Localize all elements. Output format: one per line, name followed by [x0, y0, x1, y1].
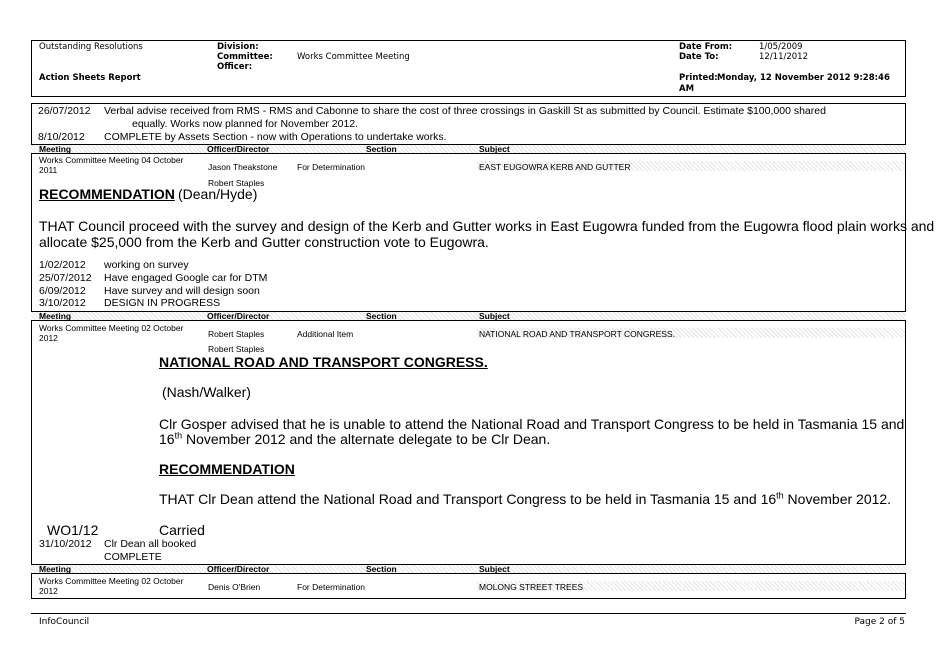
printed-label: Printed: — [679, 73, 718, 83]
recommendation-text: THAT Council proceed with the survey and design of the Kerb and Gutter works in East Eugowra funded from the Eugowra flood plain works and — [39, 218, 935, 234]
item-paragraph-cont: 16th November 2012 and the alternate delegate to be Clr Dean. — [159, 430, 551, 447]
report-title: Action Sheets Report — [39, 73, 141, 83]
note-text-cont: equally. Works now planned for November 2012. — [132, 118, 359, 130]
col-officer: Officer/Director — [207, 311, 270, 321]
printed-value-cont: AM — [679, 84, 695, 94]
note-date: 3/10/2012 — [39, 297, 86, 309]
note-text: Verbal advise received from RMS - RMS and Cabonne to share the cost of three crossings in Gaskill St as submitted by Council. Estimate $100,000 shared — [104, 105, 826, 117]
printed-value: Monday, 12 November 2012 9:28:46 — [717, 73, 890, 83]
item-subject: NATIONAL ROAD AND TRANSPORT CONGRESS. — [479, 329, 676, 339]
item-officer: Robert Staples — [208, 178, 265, 188]
item-meeting-cont: 2012 — [39, 333, 58, 343]
note-text: working on survey — [104, 259, 189, 271]
item-meeting-cont: 2011 — [39, 165, 58, 175]
item-meeting-cont: 2012 — [39, 586, 58, 596]
item-officer: Jason Theakstone — [208, 162, 278, 172]
item-heading: NATIONAL ROAD AND TRANSPORT CONGRESS. — [159, 354, 488, 370]
item-subject: MOLONG STREET TREES — [479, 582, 584, 592]
item-subject: EAST EUGOWRA KERB AND GUTTER — [479, 162, 631, 172]
committee-label: Committee: — [217, 52, 273, 62]
note-date: 1/02/2012 — [39, 259, 86, 271]
col-subject: Subject — [479, 564, 510, 574]
item-officer: Robert Staples — [208, 344, 265, 354]
note-text: Clr Dean all booked — [104, 538, 197, 550]
note-date: 8/10/2012 — [38, 131, 85, 143]
note-date: 26/07/2012 — [38, 105, 91, 117]
item-officer: Robert Staples — [208, 329, 265, 339]
col-meeting: Meeting — [39, 564, 72, 574]
item-paragraph: Clr Gosper advised that he is unable to attend the National Road and Transport Congress to be held in Tasmania 15 and — [159, 416, 905, 432]
col-officer: Officer/Director — [207, 144, 270, 154]
col-section: Section — [366, 564, 397, 574]
col-section: Section — [366, 144, 397, 154]
column-header-row — [31, 144, 906, 154]
date-to-label: Date To: — [679, 52, 719, 62]
recommendation-text-cont: allocate $25,000 from the Kerb and Gutter construction vote to Eugowra. — [39, 234, 489, 250]
date-from-label: Date From: — [679, 42, 733, 52]
recommendation-text: THAT Clr Dean attend the National Road and Transport Congress to be held in Tasmania 15 and 16th November 2012. — [159, 490, 892, 507]
committee-value: Works Committee Meeting — [297, 52, 410, 62]
col-meeting: Meeting — [39, 144, 72, 154]
note-date: 31/10/2012 — [39, 538, 92, 550]
item-meeting: Works Committee Meeting 02 October — [39, 576, 184, 586]
item-meeting: Works Committee Meeting 02 October — [39, 323, 184, 333]
note-text-cont: COMPLETE — [104, 551, 162, 563]
col-officer: Officer/Director — [207, 564, 270, 574]
date-to-value: 12/11/2012 — [759, 52, 808, 62]
col-section: Section — [366, 311, 397, 321]
note-text: DESIGN IN PROGRESS — [104, 297, 221, 309]
note-text: Have survey and will design soon — [104, 285, 260, 297]
col-meeting: Meeting — [39, 311, 72, 321]
date-from-value: 1/05/2009 — [759, 42, 803, 52]
footer-divider — [31, 613, 906, 614]
item-section: For Determination — [297, 582, 366, 592]
page-number: Page 2 of 5 — [854, 617, 905, 627]
resolution-status: Carried — [159, 522, 205, 538]
division-label: Division: — [217, 42, 259, 52]
item-officer: Denis O'Brien — [208, 582, 261, 592]
note-date: 6/09/2012 — [39, 285, 86, 297]
outstanding-resolutions-label: Outstanding Resolutions — [39, 42, 143, 52]
item-meeting: Works Committee Meeting 04 October — [39, 155, 184, 165]
note-text: COMPLETE by Assets Section - now with Operations to undertake works. — [104, 131, 447, 143]
column-header-row — [31, 564, 906, 574]
resolution-number: WO1/12 — [47, 522, 99, 538]
column-header-row — [31, 311, 906, 321]
officer-label: Officer: — [217, 62, 253, 72]
recommendation-heading: RECOMMENDATION — [39, 186, 175, 202]
note-date: 25/07/2012 — [39, 272, 92, 284]
col-subject: Subject — [479, 311, 510, 321]
item-movers: (Nash/Walker) — [162, 384, 251, 400]
recommendation-movers: (Dean/Hyde) — [178, 186, 258, 202]
note-text: Have engaged Google car for DTM — [104, 272, 268, 284]
item-section: For Determination — [297, 162, 366, 172]
recommendation-heading: RECOMMENDATION — [159, 461, 295, 477]
item-section: Additional Item — [297, 329, 354, 339]
col-subject: Subject — [479, 144, 510, 154]
footer-brand: InfoCouncil — [39, 617, 90, 627]
